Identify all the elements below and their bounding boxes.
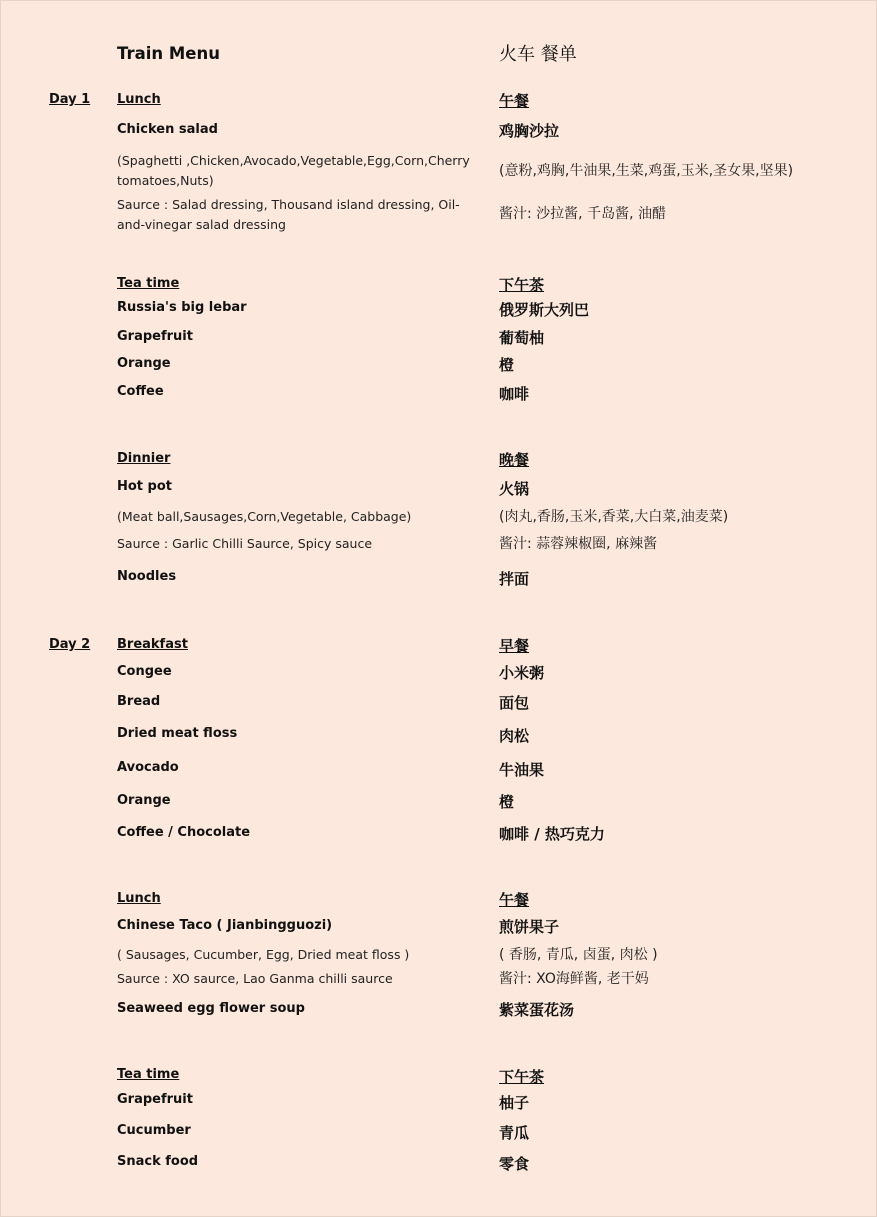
day2-breakfast-item-zh: 面包 xyxy=(499,694,530,712)
day1-dinner-sauce-zh: 酱汁: 蒜蓉辣椒圈, 麻辣酱 xyxy=(499,536,658,552)
day1-tea-item-zh: 咖啡 xyxy=(499,385,530,403)
day2-tea-item: Snack food xyxy=(117,1154,199,1169)
day2-lunch-heading-zh: 午餐 xyxy=(499,891,530,909)
day2-lunch-dish-zh: 煎饼果子 xyxy=(499,918,560,936)
day1-tea-heading: Tea time xyxy=(117,276,180,291)
day1-lunch-ingredients-zh: (意粉,鸡胸,牛油果,生菜,鸡蛋,玉米,圣女果,坚果) xyxy=(499,163,794,179)
day1-lunch-heading-zh: 午餐 xyxy=(499,92,530,110)
day2-breakfast-item-zh: 肉松 xyxy=(499,727,530,745)
day1-lunch-sauce: Saurce : Salad dressing, Thousand island dressing, Oil-and-vinegar salad dressing xyxy=(117,197,460,232)
day1-dinner-heading: Dinnier xyxy=(117,451,171,466)
day2-tea-item-zh: 青瓜 xyxy=(499,1124,530,1142)
day1-lunch-heading: Lunch xyxy=(117,92,161,107)
day2-breakfast-item: Avocado xyxy=(117,760,179,775)
day2-breakfast-item: Orange xyxy=(117,793,171,808)
day1-lunch-sauce-zh: 酱汁: 沙拉酱, 千岛酱, 油醋 xyxy=(499,206,666,222)
day2-breakfast-item-zh: 牛油果 xyxy=(499,761,545,779)
day1-dinner-dish: Hot pot xyxy=(117,479,173,494)
day1-tea-item: Grapefruit xyxy=(117,329,193,344)
day1-tea-item-zh: 葡萄柚 xyxy=(499,329,545,347)
day1-dinner-ingredients: (Meat ball,Sausages,Corn,Vegetable, Cabbage) xyxy=(117,509,412,524)
day1-dinner-heading-zh: 晚餐 xyxy=(499,451,530,469)
day2-breakfast-heading: Breakfast xyxy=(117,637,188,652)
day2-breakfast-item: Bread xyxy=(117,694,161,709)
day2-lunch-ingredients: ( Sausages, Cucumber, Egg, Dried meat floss ) xyxy=(117,947,410,962)
day1-tea-item: Coffee xyxy=(117,384,164,399)
day2-lunch-sauce: Saurce : XO saurce, Lao Ganma chilli saurce xyxy=(117,971,393,986)
day1-lunch-dish: Chicken salad xyxy=(117,122,218,137)
day2-tea-heading: Tea time xyxy=(117,1067,180,1082)
page-title-zh: 火车 餐单 xyxy=(499,44,577,65)
day2-tea-item-zh: 柚子 xyxy=(499,1094,530,1112)
day2-lunch-dish: Chinese Taco ( Jianbingguozi) xyxy=(117,918,333,933)
day1-tea-item: Russia's big lebar xyxy=(117,300,247,315)
day1-tea-item-zh: 俄罗斯大列巴 xyxy=(499,301,590,319)
day2-breakfast-item: Dried meat floss xyxy=(117,726,238,741)
day2-breakfast-item-zh: 咖啡 / 热巧克力 xyxy=(499,825,605,843)
day1-dinner-extra: Noodles xyxy=(117,569,177,584)
day2-lunch-heading: Lunch xyxy=(117,891,161,906)
page-title-en: Train Menu xyxy=(117,44,220,63)
day1-tea-item-zh: 橙 xyxy=(499,356,515,374)
day1-dinner-ingredients-zh: (肉丸,香肠,玉米,香菜,大白菜,油麦菜) xyxy=(499,509,729,525)
day2-breakfast-item-zh: 橙 xyxy=(499,793,515,811)
day2-breakfast-item: Congee xyxy=(117,664,172,679)
day1-tea-heading-zh: 下午茶 xyxy=(499,276,545,294)
day2-breakfast-item-zh: 小米粥 xyxy=(499,664,545,682)
day2-tea-item: Cucumber xyxy=(117,1123,191,1138)
day2-tea-item: Grapefruit xyxy=(117,1092,193,1107)
day2-lunch-soup-zh: 紫菜蛋花汤 xyxy=(499,1001,575,1019)
day2-lunch-soup: Seaweed egg flower soup xyxy=(117,1001,305,1016)
day1-dinner-extra-zh: 拌面 xyxy=(499,570,530,588)
day2-tea-item-zh: 零食 xyxy=(499,1155,530,1173)
day1-dinner-sauce: Saurce : Garlic Chilli Saurce, Spicy sauce xyxy=(117,536,373,551)
day1-lunch-ingredients: (Spaghetti ,Chicken,Avocado,Vegetable,Egg,Corn,Cherry tomatoes,Nuts) xyxy=(117,153,470,188)
day-2-label: Day 2 xyxy=(49,637,91,652)
day2-lunch-sauce-zh: 酱汁: XO海鲜酱, 老干妈 xyxy=(499,971,649,987)
day1-lunch-dish-zh: 鸡胸沙拉 xyxy=(499,122,560,140)
day2-tea-heading-zh: 下午茶 xyxy=(499,1068,545,1086)
day2-breakfast-item: Coffee / Chocolate xyxy=(117,825,251,840)
day1-tea-item: Orange xyxy=(117,356,171,371)
day2-lunch-ingredients-zh: ( 香肠, 青瓜, 卤蛋, 肉松 ) xyxy=(499,947,658,963)
day1-dinner-dish-zh: 火锅 xyxy=(499,480,530,498)
day2-breakfast-heading-zh: 早餐 xyxy=(499,637,530,655)
day-1-label: Day 1 xyxy=(49,92,91,107)
